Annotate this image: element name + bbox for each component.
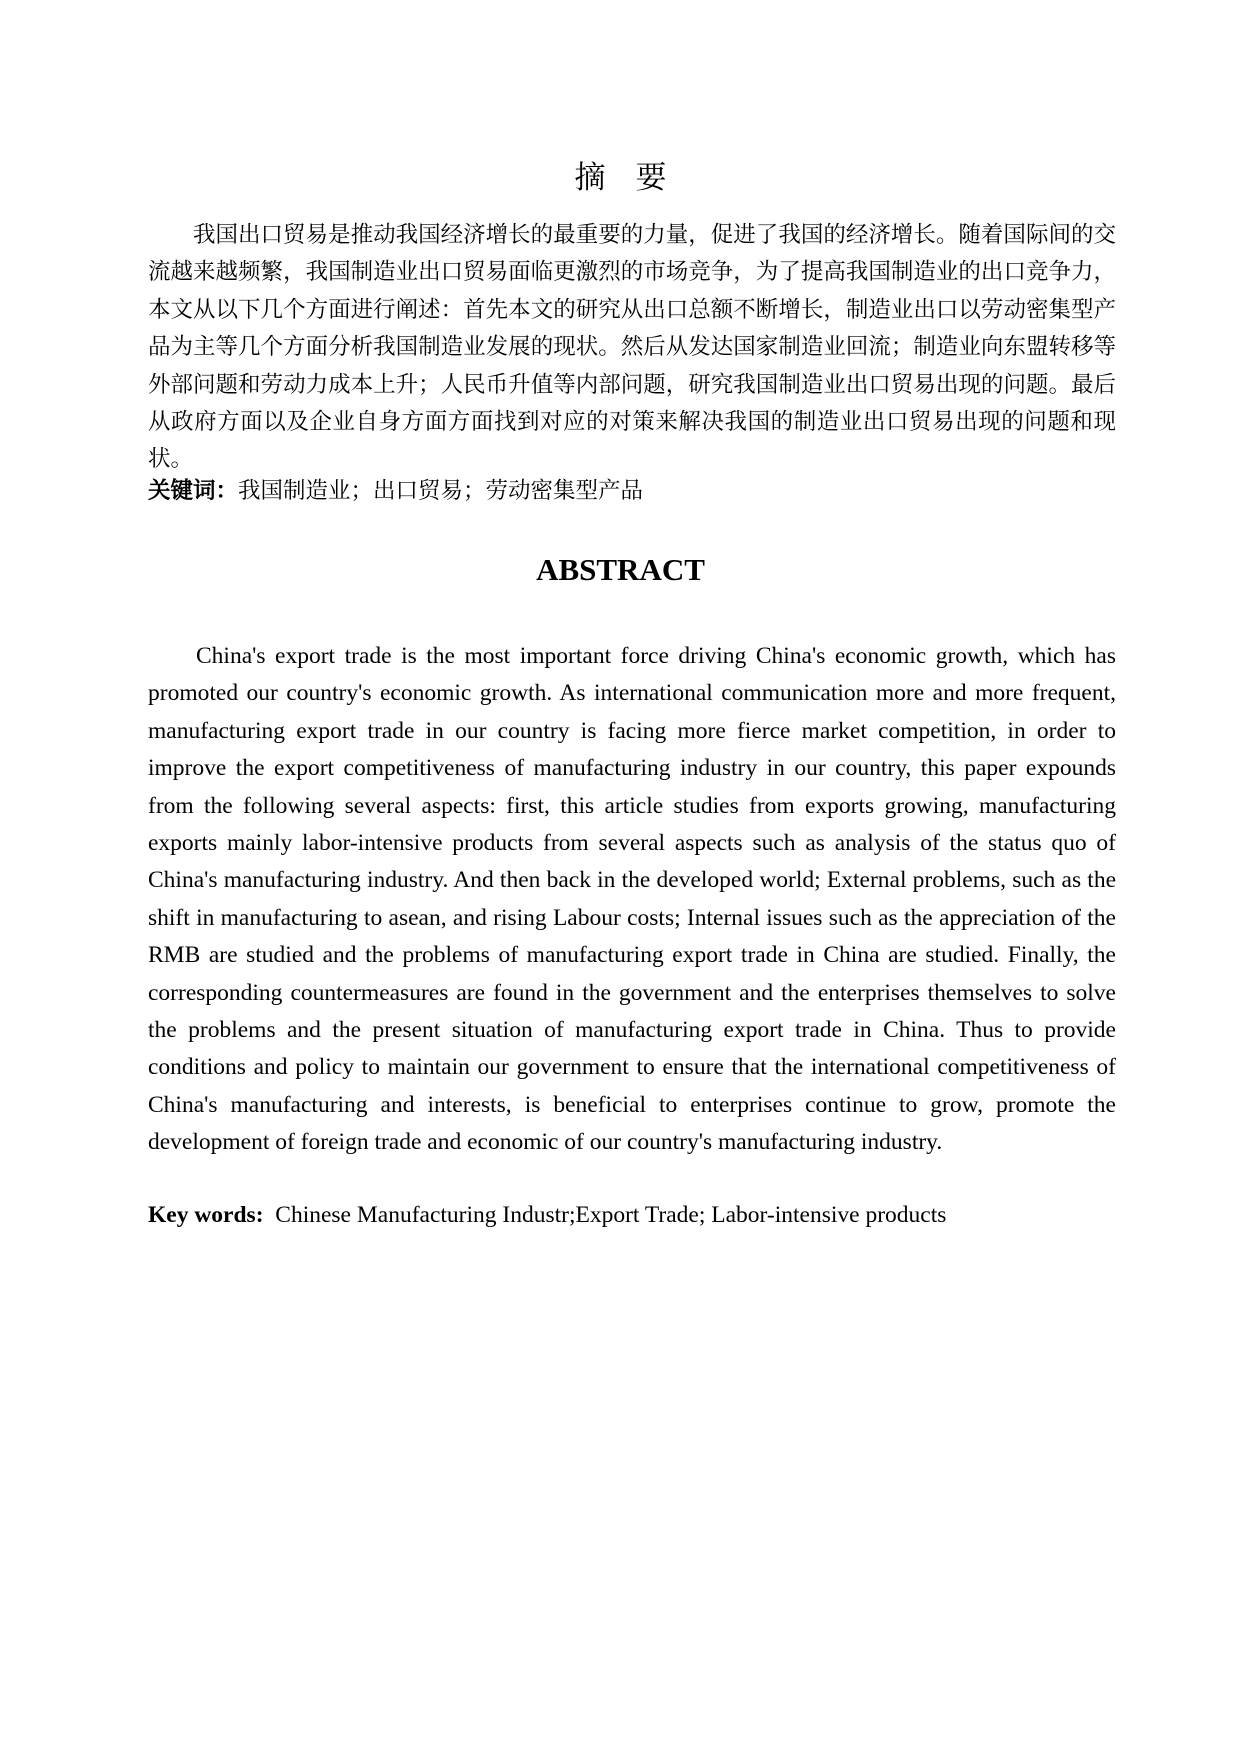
english-keywords-text: Chinese Manufacturing Industr;Export Trade; Labor-intensive products bbox=[275, 1202, 947, 1228]
chinese-abstract-title: 摘要 bbox=[574, 160, 697, 196]
english-keywords-line bbox=[148, 1199, 1116, 1231]
chinese-keywords-label: 关键词： bbox=[148, 478, 239, 504]
english-keywords-label: Key words: bbox=[148, 1202, 264, 1228]
chinese-keywords-text: 我国制造业；出口贸易；劳动密集型产品 bbox=[238, 478, 644, 504]
chinese-abstract-body: 我国出口贸易是推动我国经济增长的最重要的力量，促进了我国的经济增长。随着国际间的交流越来越频繁，我国制造业出口贸易面临更激烈的市场竞争，为了提高我国制造业的出口竞争力，本文从以下几个方面进行阐述：首先本文的研究从出口总额不断增长，制造业出口以劳动密集型产品为主等几个方面分析我国制造业发展的现状。然后从发达国家制造业回流；制造业向东盟转移等外部问题和劳动力成本上升；人民币升值等内部问题，研究我国制造业出口贸易出现的问题。最后从政府方面以及企业自身方面方面找到对应的对策来解决我国的制造业出口贸易出现的问题和现状。 bbox=[148, 222, 1116, 473]
english-abstract-title: ABSTRACT bbox=[536, 552, 705, 587]
english-abstract-body: China's export trade is the most important force driving China's economic growth, which has promoted our country's economic growth. As international communication more and more frequent, manufacturing export trade in our country is facing more fierce market competition, in order to improve the export competitiveness of manufacturing industry in our country, this paper expounds from the following several aspects: first, this article studies from exports growing, manufacturing exports mainly labor-intensive products from several aspects such as analysis of the status quo of China's manufacturing industry. And then back in the developed world; External problems, such as the shift in manufacturing to asean, and rising Labour costs; Internal issues such as the appreciation of the RMB are studied and the problems of manufacturing export trade in China are studied. Finally, the corresponding countermeasures are found in the government and the enterprises themselves to solve the problems and the present situation of manufacturing export trade in China. Thus to provide conditions and policy to maintain our government to ensure that the international competitiveness of China's manufacturing and interests, is beneficial to enterprises continue to grow, promote the development of foreign trade and economic of our country's manufacturing industry. bbox=[148, 643, 1116, 1156]
chinese-keywords-line bbox=[148, 475, 1116, 507]
